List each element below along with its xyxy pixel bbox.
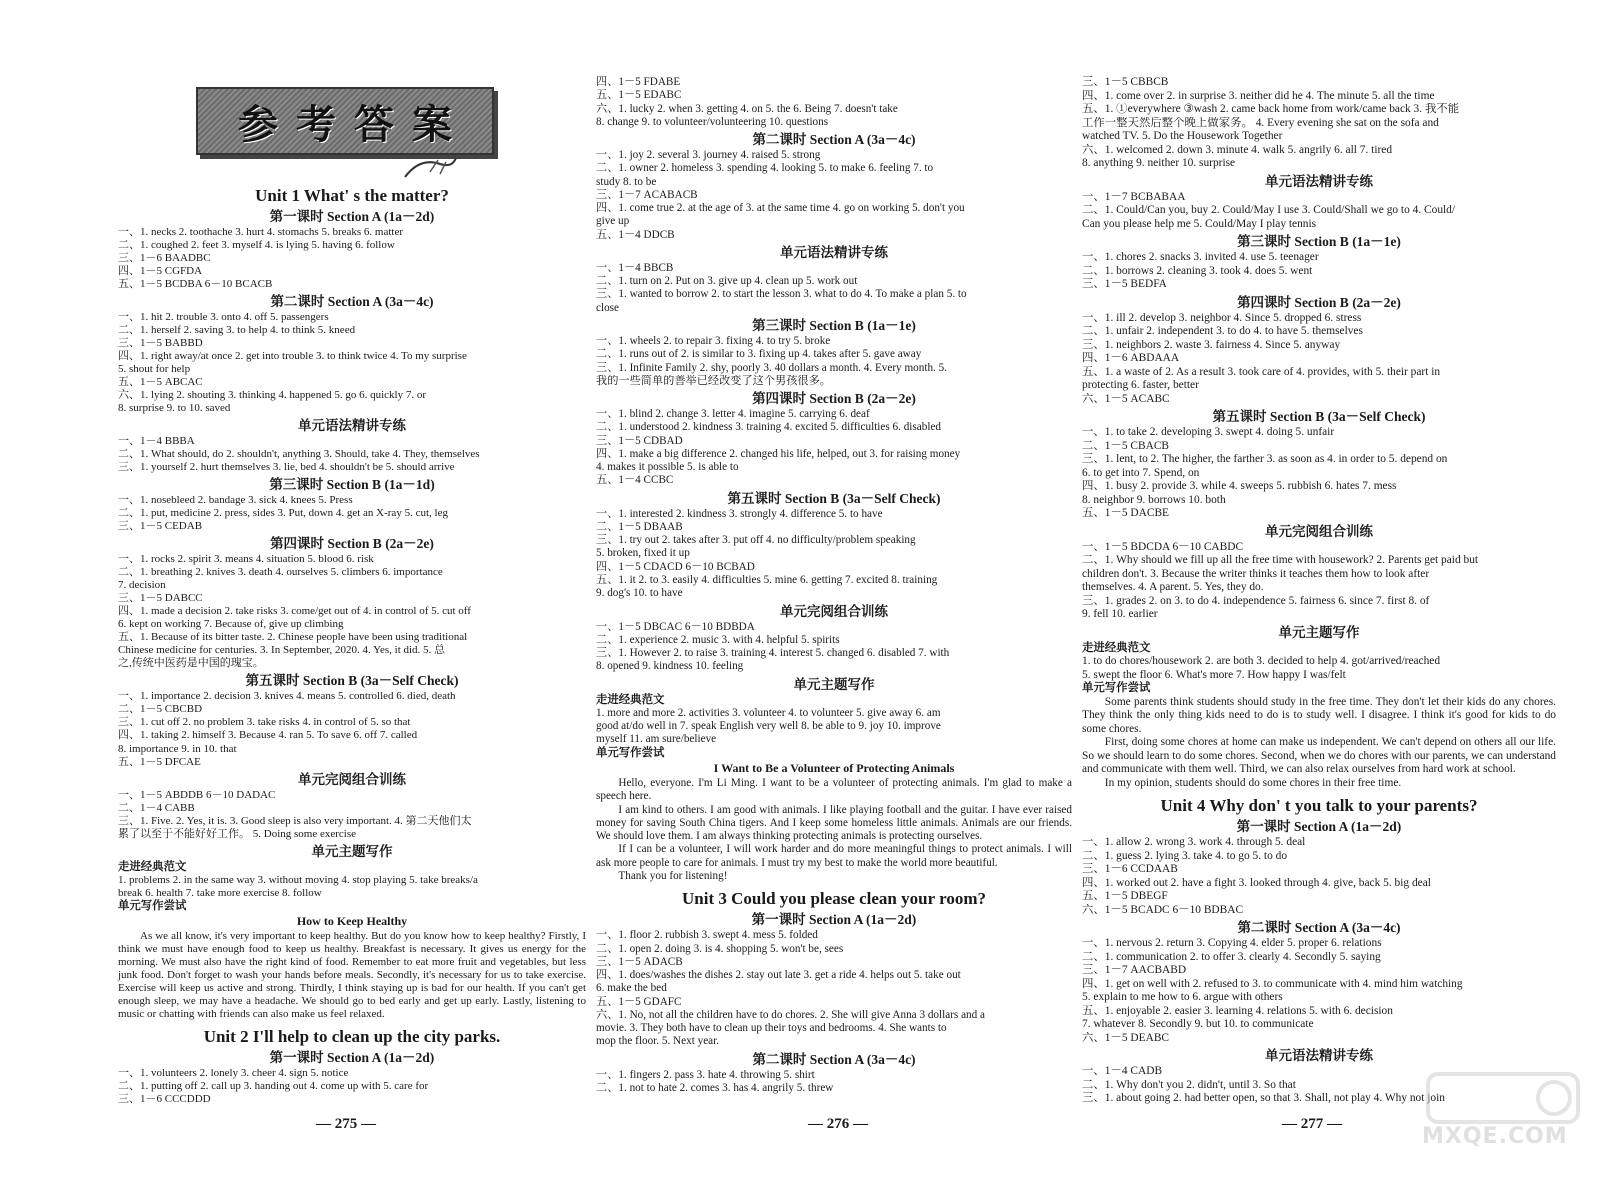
answer-line: good at/do well in 7. speak English very well 8. be able to 9. joy 10. improve (596, 720, 941, 733)
answer-line: 三、1. Five. 2. Yes, it is. 3. Good sleep is also very important. 4. 第二天他们太 (118, 814, 472, 827)
answer-line: 四、1. get on well with 2. refused to 3. to communicate with 4. mind him watching (1082, 977, 1463, 990)
answer-line: 二、1－5 DBAAB (596, 520, 683, 533)
answer-line: 六、1－5 ACABC (1082, 392, 1170, 405)
section-heading: 第二课时 Section A (3a－4c) (270, 294, 434, 310)
answer-line: 三、1. try out 2. takes after 3. put off 4. no difficulty/problem speaking (596, 534, 916, 547)
answer-line: 四、1－5 CDACD 6－10 BCBAD (596, 560, 755, 573)
answer-line: 一、1. hit 2. trouble 3. onto 4. off 5. passengers (118, 311, 329, 324)
answer-line: 六、1. lying 2. shouting 3. thinking 4. happened 5. go 6. quickly 7. or (118, 389, 426, 402)
section-heading: 第一课时 Section A (1a－2d) (269, 1049, 435, 1065)
answer-line: 二、1. Could/Can you, buy 2. Could/May I use 3. Could/Shall we go to 4. Could/ (1082, 204, 1456, 216)
answer-line: 四、1. come over 2. in surprise 3. neither did he 4. The minute 5. all the time (1082, 89, 1435, 102)
answer-line: 五、1. enjoyable 2. easier 3. learning 4. relations 5. with 6. decision (1082, 1004, 1393, 1017)
answer-line: 6. to get into 7. Spend, on (1082, 466, 1200, 479)
answer-line: 四、1－6 ABDAAA (1082, 352, 1180, 364)
answer-line: movie. 3. They both have to clean up their toys and bedrooms. 4. She wants to (596, 1022, 947, 1035)
section-heading: 第二课时 Section A (3a－4c) (752, 1051, 916, 1067)
answer-line: 三、1. lent, to 2. The higher, the farther 3. as soon as 4. in order to 5. depend on (1082, 453, 1448, 465)
answer-line: break 6. health 7. take more exercise 8. follow (118, 886, 322, 899)
answer-line: 四、1. right away/at once 2. get into trouble 3. to think twice 4. To my surprise (118, 350, 467, 363)
answer-line: 二、1. turn on 2. Put on 3. give up 4. clean up 5. work out (596, 275, 858, 288)
answer-line: myself 11. am sure/believe (596, 733, 717, 746)
answer-line: 一、1. blind 2. change 3. letter 4. imagine 5. carrying 6. deaf (596, 408, 870, 421)
section-heading: 第三课时 Section B (1a－1e) (752, 317, 916, 333)
answer-line: protecting 6. faster, better (1082, 379, 1199, 391)
answer-line: 三、1－6 CCCDDD (118, 1092, 211, 1105)
answer-line: 二、1. Why don't you 2. didn't, until 3. So that (1082, 1078, 1296, 1091)
answer-line: 二、1. not to hate 2. comes 3. has 4. angrily 5. threw (596, 1081, 834, 1094)
answer-line: 三、1－5 BEDFA (1082, 278, 1167, 290)
watermark-text: MXQE.COM (1422, 1124, 1568, 1149)
answer-line: 三、1－5 CBBCB (1082, 76, 1169, 88)
answer-line: 五、1－5 DBEGF (1082, 890, 1168, 902)
unit-heading: Unit 3 Could you please clean your room? (682, 889, 986, 909)
section-heading: 单元主题写作 (1278, 624, 1360, 640)
answer-line: 二、1. open 2. doing 3. is 4. shopping 5. won't be, sees (596, 942, 844, 955)
essay-paragraph: In my opinion, students should do some chores in their free time. (1104, 776, 1402, 789)
answer-line: 7. whatever 8. Secondly 9. but 10. to communicate (1082, 1018, 1314, 1030)
essay-paragraph: As we all know, it's very important to keep healthy. But do you know how to keep healthy? Firstly, I think we must have enough food to keep us healthy. Breakfast is necessary. It gives us energy for the morning. We must also have the right kind of food. Remember to eat more fruit and vegetables, but less junk food. Don't forget to wash your hands before meals. Secondly, it's necessary for us to take exercise. Exercise will keep us active and strong. Thirdly, I think staying up is bad for our health. If you can't get enough sleep, we may have a headache. We should go to bed early and get up early. Lastly, listening to music or chatting with friends can also make us feel relaxed. (118, 929, 586, 1020)
section-heading: 第五课时 Section B (3a－Self Check) (245, 673, 459, 689)
answer-line: 五、1. a waste of 2. As a result 3. took care of 4. provides, with 5. their part in (1082, 365, 1441, 378)
answer-line: 三、1－5 BABBD (118, 337, 203, 350)
answer-line: 六、1－5 DEABC (1082, 1031, 1170, 1044)
subsection-label: 单元写作尝试 (596, 746, 665, 759)
answer-line: 三、1－5 CEDAB (118, 520, 203, 533)
page-number-276: — 276 — (808, 1116, 868, 1132)
answer-line: 二、1. guess 2. lying 3. take 4. to go 5. to do (1082, 849, 1288, 862)
answer-line: 一、1. volunteers 2. lonely 3. cheer 4. sign 5. notice (118, 1066, 349, 1079)
answer-line: 三、1－7 AACBABD (1082, 964, 1187, 976)
unit-heading: Unit 2 I'll help to clean up the city parks. (203, 1026, 501, 1046)
essay-paragraph: I am kind to others. I am good with animals. I like playing football and the guitar. I have ever raised money for saving South China tigers. And I keep some homeless little animals. Animals are our friends. We should love them. I am always thinking protecting animals is protecting ourselves. (596, 803, 1072, 843)
answer-line: 1. problems 2. in the same way 3. without moving 4. stop playing 5. take breaks/a (118, 873, 478, 886)
answer-line: 一、1. nosebleed 2. bandage 3. sick 4. knees 5. Press (118, 494, 353, 507)
answer-line: 四、1. worked out 2. have a fight 3. looked through 4. give, back 5. big deal (1082, 876, 1431, 889)
answer-line: 我的一些简单的善举已经改变了这个男孩很多。 (596, 374, 831, 387)
answer-line: 二、1－5 CBCBD (118, 703, 203, 716)
answer-line: 6. make the bed (596, 982, 667, 995)
answer-line: 一、1－4 BBBA (118, 435, 195, 448)
decorative-swirl-icon (400, 152, 460, 182)
answer-line: 二、1. Why should we fill up all the free time with housework? 2. Parents get paid but (1082, 554, 1479, 566)
column-left (118, 180, 586, 1106)
answer-line: 五、1－5 DACBE (1082, 507, 1170, 519)
section-heading: 单元语法精讲专练 (1265, 173, 1373, 189)
answer-line: 二、1－4 CABB (118, 801, 195, 814)
answer-line: 一、1. ill 2. develop 3. neighbor 4. Since 5. dropped 6. stress (1082, 311, 1362, 324)
answer-line: 5. broken, fixed it up (596, 547, 690, 560)
answer-line: 8. neighbor 9. borrows 10. both (1082, 493, 1226, 506)
section-heading: 第五课时 Section B (3a－Self Check) (727, 490, 941, 506)
answer-line: 三、1. cut off 2. no problem 3. take risks 4. in control of 5. so that (118, 716, 411, 729)
answer-line: 二、1. putting off 2. call up 3. handing out 4. come up with 5. care for (118, 1079, 429, 1092)
page-number-275: — 275 — (316, 1116, 376, 1132)
section-heading: 第一课时 Section A (1a－2d) (269, 209, 435, 224)
answer-line: 8. opened 9. kindness 10. feeling (596, 660, 744, 673)
unit-heading: Unit 1 What' s the matter? (255, 186, 449, 205)
answer-line: Chinese medicine for centuries. 3. In September, 2020. 4. Yes, it did. 5. 总 (118, 644, 446, 657)
answer-line: 一、1. rocks 2. spirit 3. means 4. situation 5. blood 6. risk (118, 553, 374, 566)
answer-line: 五、1－5 EDABC (596, 89, 682, 102)
answer-line: 8. anything 9. neither 10. surprise (1082, 157, 1236, 169)
answer-line: 1. more and more 2. activities 3. volunteer 4. to volunteer 5. give away 6. am (596, 706, 941, 719)
essay-title: How to Keep Healthy (296, 913, 408, 928)
section-heading: 单元语法精讲专练 (1265, 1048, 1373, 1063)
answer-line: 六、1. welcomed 2. down 3. minute 4. walk 5. angrily 6. all 7. tired (1082, 143, 1393, 156)
answer-line: give up (596, 215, 630, 228)
answer-line: 9. fell 10. earlier (1082, 608, 1158, 620)
answer-line: 五、1－5 GDAFC (596, 995, 682, 1008)
section-heading: 第一课时 Section A (1a－2d) (1236, 819, 1402, 834)
answer-line: 一、1－5 DBCAC 6－10 BDBDA (596, 620, 755, 633)
section-heading: 单元语法精讲专练 (780, 244, 888, 260)
answer-line: 二、1. unfair 2. independent 3. to do 4. to have 5. themselves (1082, 325, 1363, 337)
answer-line: 五、1. it 2. to 3. easily 4. difficulties 5. mine 6. getting 7. excited 8. training (596, 573, 938, 586)
answer-line: 三、1－7 ACABACB (596, 188, 698, 201)
answer-line: 二、1. herself 2. saving 3. to help 4. to think 5. kneed (118, 324, 356, 337)
answer-line: 一、1. wheels 2. to repair 3. fixing 4. to try 5. broke (596, 334, 831, 347)
answer-line: 三、1. about going 2. had better open, so that 3. Shall, not play 4. Why not join (1082, 1092, 1445, 1104)
answer-line: 五、1－5 BCDBA 6－10 BCACB (118, 278, 273, 291)
answer-line: 8. surprise 9. to 10. saved (118, 402, 231, 415)
banner-title: 参考答案 (238, 101, 470, 148)
column-right (1082, 76, 1556, 1106)
answer-line: 三、1－5 ADACB (596, 955, 683, 968)
essay-paragraph: Thank you for listening! (618, 870, 728, 883)
answer-line: 二、1. borrows 2. cleaning 3. took 4. does 5. went (1082, 264, 1313, 277)
answer-line: 六、1. lucky 2. when 3. getting 4. on 5. the 6. Being 7. doesn't take (596, 102, 898, 115)
answer-line: 四、1. busy 2. provide 3. while 4. sweeps 5. rubbish 6. hates 7. mess (1082, 480, 1397, 492)
answer-line: 三、1－5 DABCC (118, 592, 203, 605)
answer-line: 1. to do chores/housework 2. are both 3. decided to help 4. got/arrived/reached (1082, 655, 1441, 667)
answer-line: 之,传统中医药是中国的瑰宝。 (118, 657, 264, 670)
answer-line: 四、1. come true 2. at the age of 3. at the same time 4. go on working 5. don't you (596, 202, 965, 215)
answer-line: 一、1. necks 2. toothache 3. hurt 4. stomachs 5. breaks 6. matter (118, 226, 404, 238)
answer-line: 三、1－6 BAADBC (118, 252, 211, 265)
essay-paragraph: Some parents think students should study in the free time. They don't let their kids do any chores. They think the only thing kids need to do is to study well. I disagree. I think it's good for kids to do some chores. (1082, 695, 1556, 735)
section-heading: 第四课时 Section B (2a－2e) (270, 536, 434, 552)
essay-title: I Want to Be a Volunteer of Protecting Animals (713, 760, 955, 775)
answer-line: 一、1－7 BCBABAA (1082, 190, 1186, 203)
answer-line: 六、1. No, not all the children have to do chores. 2. She will give Anna 3 dollars and a (596, 1008, 985, 1021)
answer-line: 四、1－5 FDABE (596, 76, 681, 88)
answer-line: 五、1－4 CCBC (596, 474, 674, 487)
section-heading: 第二课时 Section A (3a－4c) (1237, 920, 1401, 935)
answer-key-banner (196, 87, 494, 155)
section-heading: 单元主题写作 (311, 843, 393, 859)
section-heading: 单元主题写作 (793, 676, 875, 692)
answer-line: 二、1. understood 2. kindness 3. training 4. excited 5. difficulties 6. disabled (596, 421, 941, 434)
answer-line: 五、1－4 DDCB (596, 228, 675, 241)
section-heading: 第一课时 Section A (1a－2d) (751, 912, 917, 928)
answer-line: 一、1－4 BBCB (596, 261, 674, 274)
answer-line: 7. decision (118, 579, 166, 592)
answer-line: 一、1－4 CADB (1082, 1065, 1163, 1077)
answer-line: themselves. 4. A parent. 5. Yes, they do. (1082, 581, 1264, 593)
answer-line: 5. swept the floor 6. What's more 7. How happy I was/felt (1082, 668, 1346, 681)
essay-paragraph: If I can be a volunteer, I will work harder and do more meaningful things to protect animals. I will ask more people to care for animals. I must try my best to make the world more beautiful. (596, 843, 1072, 869)
section-heading: 单元完阅组合训练 (1265, 523, 1373, 539)
answer-line: Can you please help me 5. Could/May I play tennis (1082, 217, 1317, 230)
answer-line: 五、1. Because of its bitter taste. 2. Chinese people have been using traditional (118, 631, 468, 644)
subsection-label: 单元写作尝试 (1082, 682, 1151, 694)
essay-paragraph: First, doing some chores at home can make us independent. We can't depend on others all our life. So we should learn to do some chores. Second, when we do chores with our parents, we can understand and communicate with them well. Third, we can also relax ourselves from hard work at school. (1082, 736, 1556, 775)
section-heading: 第三课时 Section B (1a－1d) (269, 477, 435, 493)
answer-line: 三、1. yourself 2. hurt themselves 3. lie, bed 4. shouldn't be 5. should arrive (118, 461, 455, 474)
answer-line: 9. dog's 10. to have (596, 587, 683, 600)
answer-line: 三、1. neighbors 2. waste 3. fairness 4. Since 5. anyway (1082, 338, 1341, 351)
answer-line: 一、1－5 BDCDA 6－10 CABDC (1082, 540, 1244, 553)
answer-line: mop the floor. 5. Next year. (596, 1035, 720, 1048)
section-heading: 第三课时 Section B (1a－1e) (1237, 234, 1401, 249)
answer-line: 6. kept on working 7. Because of, give up climbing (118, 618, 344, 631)
answer-line: 二、1. coughed 2. feet 3. myself 4. is lying 5. having 6. follow (118, 239, 395, 252)
answer-line: 一、1. nervous 2. return 3. Copying 4. elder 5. proper 6. relations (1082, 937, 1382, 949)
answer-line: 二、1. breathing 2. knives 3. death 4. ourselves 5. climbers 6. importance (118, 566, 443, 579)
answer-line: 4. makes it possible 5. is able to (596, 461, 739, 474)
subsection-label: 走进经典范文 (1082, 641, 1151, 654)
section-heading: 第四课时 Section B (2a－2e) (1237, 294, 1401, 310)
answer-line: 二、1. experience 2. music 3. with 4. helpful 5. spirits (596, 633, 840, 646)
answer-line: 六、1－5 BCADC 6－10 BDBAC (1082, 903, 1244, 916)
answer-line: 一、1－5 ABDDB 6－10 DADAC (118, 788, 276, 801)
section-heading: 单元完阅组合训练 (780, 603, 888, 619)
answer-line: 一、1. fingers 2. pass 3. hate 4. throwing 5. shirt (596, 1068, 815, 1081)
subsection-label: 走进经典范文 (596, 693, 665, 706)
answer-line: 一、1. chores 2. snacks 3. invited 4. use 5. teenager (1082, 251, 1319, 263)
column-middle (596, 76, 1072, 1095)
answer-line: 一、1. importance 2. decision 3. knives 4. means 5. controlled 6. died, death (118, 690, 456, 703)
section-heading: 第二课时 Section A (3a－4c) (752, 132, 916, 148)
answer-line: 工作一整天然后整个晚上做家务。 4. Every evening she sat on the sofa and (1082, 116, 1439, 129)
essay-paragraph: Hello, everyone. I'm Li Ming. I want to be a volunteer of protecting animals. I'm glad to make a speech here. (596, 777, 1072, 803)
answer-line: 三、1. Infinite Family 2. shy, poorly 3. 40 dollars a month. 4. Every month. 5. (596, 361, 948, 374)
answer-line: 累了以至于不能好好工作。 5. Doing some exercise (118, 827, 356, 840)
site-watermark (1422, 1068, 1590, 1180)
page-number-277: — 277 — (1282, 1116, 1342, 1132)
answer-line: 一、1. floor 2. rubbish 3. swept 4. mess 5. folded (596, 929, 818, 942)
section-heading: 第五课时 Section B (3a－Self Check) (1212, 409, 1426, 424)
answer-line: 5. explain to me how to 6. argue with others (1082, 991, 1283, 1003)
answer-line: 二、1. owner 2. homeless 3. spending 4. looking 5. to make 6. feeling 7. to (596, 162, 934, 175)
answer-line: 五、1－5 ABCAC (118, 376, 203, 389)
answer-line: 8. change 9. to volunteer/volunteering 10. questions (596, 115, 829, 128)
answer-line: children don't. 3. Because the writer thinks it teaches them how to look after (1082, 567, 1430, 580)
answer-line: 四、1－5 CGFDA (118, 265, 203, 278)
answer-line: 三、1. grades 2. on 3. to do 4. independence 5. fairness 6. since 7. first 8. of (1082, 594, 1430, 607)
answer-line: 8. importance 9. in 10. that (118, 742, 237, 755)
answer-line: 四、1. make a big difference 2. changed his life, helped, out 3. for raising money (596, 447, 961, 460)
answer-line: 二、1－5 CBACB (1082, 439, 1170, 452)
answer-line: 一、1. interested 2. kindness 3. strongly 4. difference 5. to have (596, 507, 883, 520)
watermark-logo-icon (1422, 1068, 1590, 1128)
answer-line: 五、1. ①everywhere ③wash 2. came back home from work/came back 3. 我不能 (1082, 103, 1460, 115)
answer-line: 三、1. wanted to borrow 2. to start the lesson 3. what to do 4. To make a plan 5. to (596, 288, 967, 301)
answer-line: 二、1. communication 2. to offer 3. clearly 4. Secondly 5. saying (1082, 950, 1381, 963)
answer-line: 一、1. to take 2. developing 3. swept 4. doing 5. unfair (1082, 426, 1335, 438)
answer-line: 四、1. made a decision 2. take risks 3. come/get out of 4. in control of 5. cut off (118, 605, 471, 618)
answer-line: 三、1. However 2. to raise 3. training 4. interest 5. changed 6. disabled 7. with (596, 647, 950, 660)
answer-line: 二、1. runs out of 2. is similar to 3. fixing up 4. takes after 5. gave away (596, 348, 922, 361)
answer-line: watched TV. 5. Do the Housework Together (1082, 130, 1283, 142)
answer-line: 二、1. put, medicine 2. press, sides 3. Put, down 4. get an X-ray 5. cut, leg (118, 507, 448, 520)
answer-line: close (596, 301, 619, 314)
answer-line: 四、1. taking 2. himself 3. Because 4. ran 5. To save 6. off 7. called (118, 729, 418, 742)
answer-line: 三、1－5 CDBAD (596, 434, 683, 447)
section-heading: 单元语法精讲专练 (298, 418, 406, 434)
answer-line: 一、1. joy 2. several 3. journey 4. raised 5. strong (596, 149, 821, 162)
section-heading: 第四课时 Section B (2a－2e) (752, 391, 916, 407)
answer-line: 一、1. allow 2. wrong 3. work 4. through 5. deal (1082, 836, 1306, 848)
section-heading: 单元完阅组合训练 (298, 771, 406, 787)
answer-line: 三、1－6 CCDAAB (1082, 863, 1178, 875)
unit-heading: Unit 4 Why don' t you talk to your parents? (1160, 796, 1478, 815)
answer-line: 四、1. does/washes the dishes 2. stay out late 3. get a ride 4. helps out 5. take out (596, 969, 961, 982)
answer-line: 二、1. What should, do 2. shouldn't, anything 3. Should, take 4. They, themselves (118, 448, 480, 461)
answer-line: 5. shout for help (118, 363, 191, 376)
subsection-label: 走进经典范文 (118, 860, 187, 873)
subsection-label: 单元写作尝试 (118, 899, 187, 912)
answer-line: study 8. to be (596, 175, 657, 188)
answer-line: 五、1－5 DFCAE (118, 755, 201, 768)
